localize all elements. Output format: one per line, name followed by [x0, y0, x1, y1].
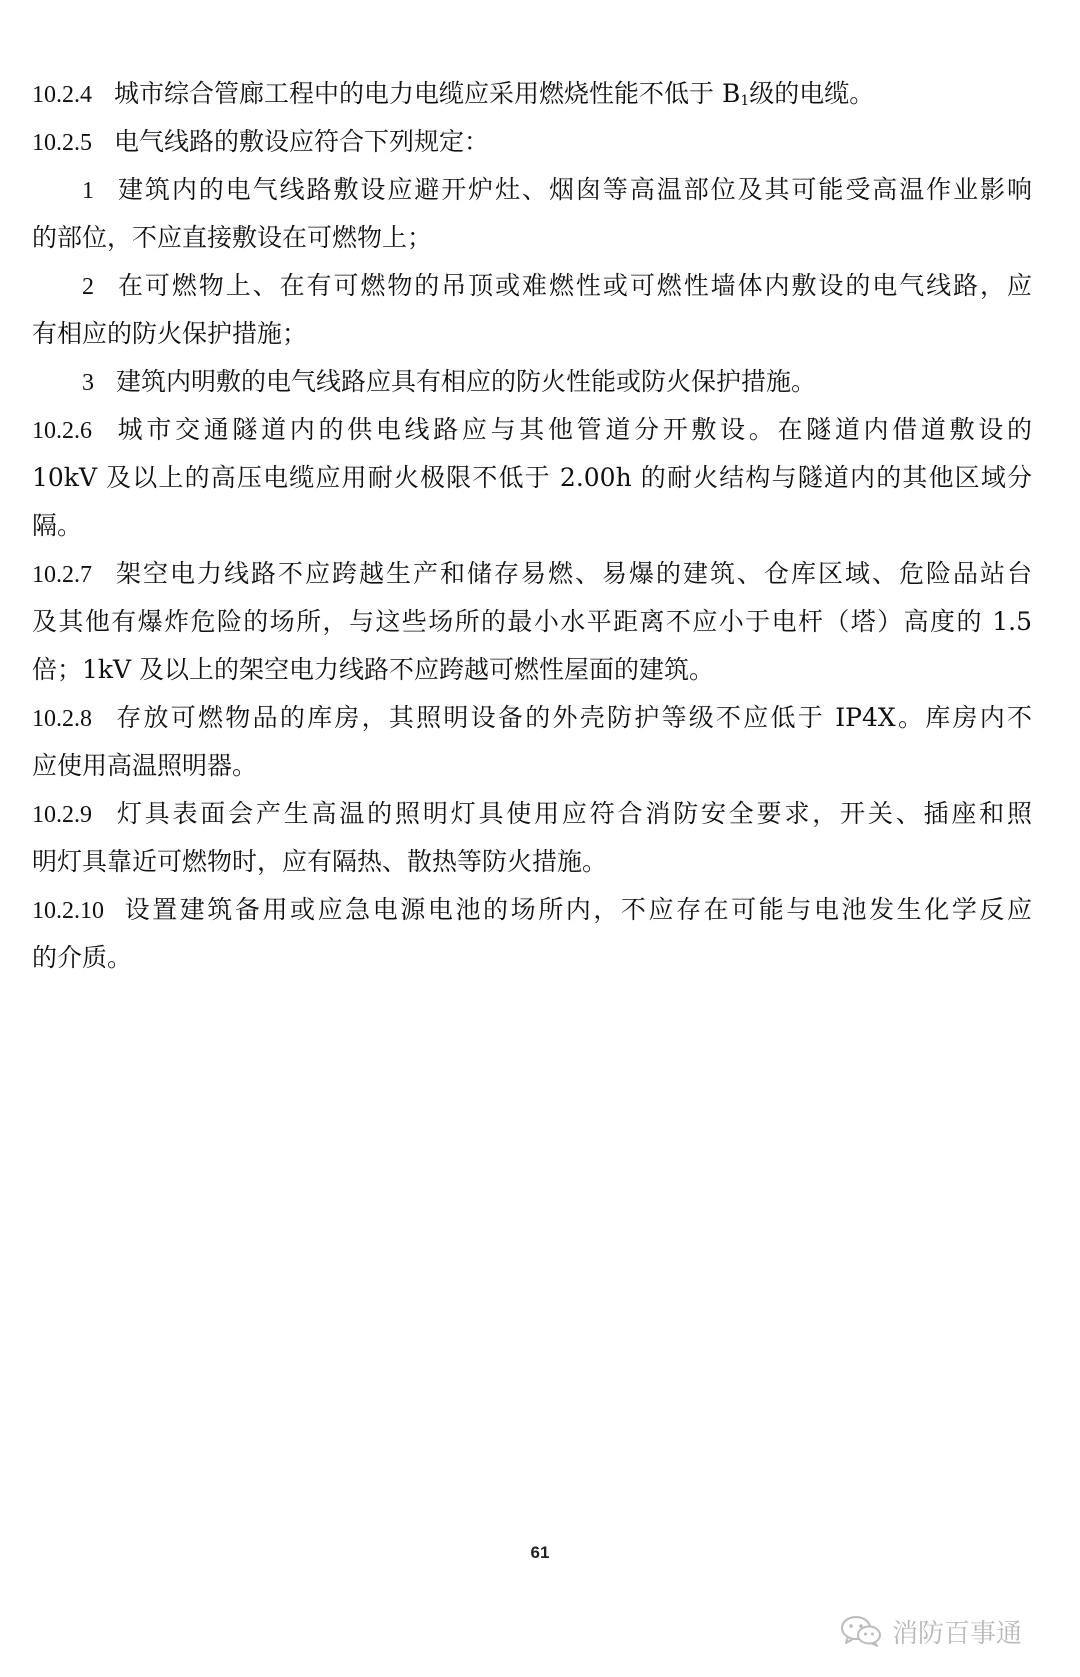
clause-text: 电气线路的敷设应符合下列规定： — [114, 127, 490, 156]
clause-10-2-7-line-2 — [32, 598, 1032, 646]
item-1-line-2 — [32, 214, 1032, 262]
clause-number: 10.2.8 — [32, 706, 92, 732]
clause-10-2-5 — [32, 118, 1032, 166]
page-number: 61 — [530, 1543, 550, 1562]
clause-text: 明灯具靠近可燃物时，应有隔热、散热等防火措施。 — [32, 847, 608, 876]
item-number: 2 — [82, 274, 94, 300]
item-number: 1 — [82, 178, 94, 204]
item-text: 的部位，不应直接敷设在可燃物上； — [32, 223, 433, 252]
clause-text: 城市综合管廊工程中的电力电缆应采用燃烧性能不低于 — [114, 79, 715, 108]
clause-text: 的介质。 — [32, 943, 133, 972]
clause-10-2-10-line-1 — [32, 886, 1032, 934]
item-text: 建筑内的电气线路敷设应避开炉灶、烟囱等高温部位及其可能受高温作业影响 — [116, 175, 1032, 204]
clause-10-2-9-line-2 — [32, 838, 1032, 886]
clause-text: 倍；1kV 及以上的架空电力线路不应跨越可燃性屋面的建筑。 — [32, 655, 715, 684]
clause-10-2-6-line-2 — [32, 454, 1032, 502]
item-2-line-1 — [32, 262, 1032, 310]
clause-text: 灯具表面会产生高温的照明灯具使用应符合消防安全要求，开关、插座和照 — [114, 799, 1032, 828]
clause-text: 应使用高温照明器。 — [32, 751, 258, 780]
clause-text: 及其他有爆炸危险的场所，与这些场所的最小水平距离不应小于电杆（塔）高度的 1.5 — [32, 607, 1032, 636]
clause-text: 城市交通隧道内的供电线路应与其他管道分开敷设。在隧道内借道敷设的 — [114, 415, 1032, 444]
clause-text: 设置建筑备用或应急电源电池的场所内，不应存在可能与电池发生化学反应 — [122, 895, 1032, 924]
item-text: 有相应的防火保护措施； — [32, 319, 308, 348]
clause-number: 10.2.4 — [32, 82, 92, 108]
clause-text: 10kV 及以上的高压电缆应用耐火极限不低于 2.00h 的耐火结构与隧道内的其他区域分 — [32, 463, 1032, 492]
clause-number: 10.2.5 — [32, 130, 92, 156]
watermark — [840, 1613, 1022, 1649]
document-body — [32, 70, 1032, 982]
clause-text: 存放可燃物品的库房，其照明设备的外壳防护等级不应低于 IP4X。库房内不 — [114, 703, 1032, 732]
clause-text: 架空电力线路不应跨越生产和储存易燃、易爆的建筑、仓库区域、危险品站台 — [114, 559, 1032, 588]
watermark-text: 消防百事通 — [891, 1618, 1022, 1649]
clause-10-2-6-line-3 — [32, 502, 1032, 550]
clause-10-2-9-line-1 — [32, 790, 1032, 838]
item-text: 在可燃物上、在有可燃物的吊顶或难燃性或可燃性墙体内敷设的电气线路，应 — [116, 271, 1032, 300]
clause-number: 10.2.9 — [32, 802, 92, 828]
clause-text: 隔。 — [32, 511, 83, 540]
item-text: 建筑内明敷的电气线路应具有相应的防火性能或防火保护措施。 — [116, 367, 817, 396]
clause-text-end: 级的电缆。 — [749, 79, 875, 108]
clause-10-2-8-line-1 — [32, 694, 1032, 742]
clause-10-2-4 — [32, 70, 1032, 118]
clause-number: 10.2.6 — [32, 418, 92, 444]
clause-number: 10.2.7 — [32, 562, 92, 588]
clause-10-2-7-line-3 — [32, 646, 1032, 694]
grade-letter: B — [721, 79, 741, 108]
wechat-icon — [840, 1614, 882, 1648]
clause-10-2-6-line-1 — [32, 406, 1032, 454]
clause-number: 10.2.10 — [32, 898, 104, 924]
item-2-line-2 — [32, 310, 1032, 358]
item-1-line-1 — [32, 166, 1032, 214]
clause-10-2-7-line-1 — [32, 550, 1032, 598]
item-number: 3 — [82, 370, 94, 396]
clause-10-2-8-line-2 — [32, 742, 1032, 790]
clause-10-2-10-line-2 — [32, 934, 1032, 982]
grade-subscript: 1 — [740, 93, 750, 109]
item-3-line-1 — [32, 358, 1032, 406]
